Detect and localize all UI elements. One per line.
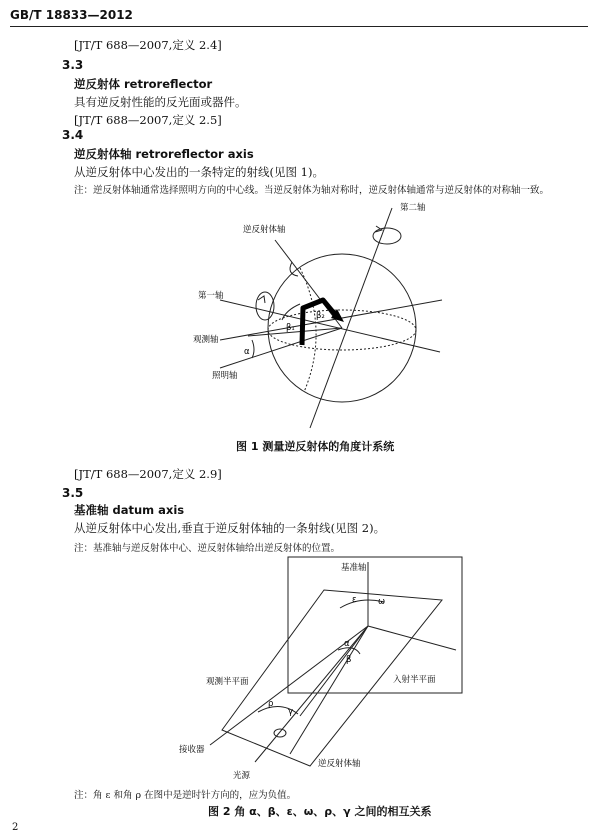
section-3-4-note: 注：逆反射体轴通常选择照明方向的中心线。当逆反射体为轴对称时，逆反射体轴通常与逆反射体的对称轴一致。: [74, 185, 550, 196]
section-3-5-number: 3.5: [62, 486, 84, 500]
page-number: 2: [12, 822, 19, 833]
section-3-3-definition: 具有逆反射性能的反光面或器件。: [74, 95, 247, 109]
reference-2: [JT/T 688—2007,定义 2.5]: [74, 113, 222, 127]
fig2-label-beta: β: [346, 655, 352, 665]
fig1-label-first-axis: 第一轴: [198, 291, 224, 301]
section-3-4-number: 3.4: [62, 128, 84, 142]
figure-1-caption: 图 1 测量逆反射体的角度计系统: [236, 440, 395, 453]
source-ray: [255, 626, 368, 762]
fig1-label-beta2: β₂: [316, 311, 325, 321]
section-3-4-definition: 从逆反射体中心发出的一条特定的射线(见图 1)。: [74, 165, 324, 179]
fig2-label-alpha: α: [344, 639, 350, 649]
fig2-label-datum-axis: 基准轴: [341, 563, 367, 573]
fig2-label-omega: ω: [378, 597, 386, 607]
standard-header: GB/T 18833—2012: [10, 8, 133, 22]
section-3-5-note: 注：基准轴与逆反射体中心、逆反射体轴给出逆反射体的位置。: [74, 543, 341, 554]
figure-2-caption: 图 2 角 α、β、ε、ω、ρ、γ 之间的相互关系: [208, 805, 432, 818]
fig1-label-illumination-axis: 照明轴: [212, 371, 238, 381]
section-3-4-term: 逆反射体轴 retroreflector axis: [74, 147, 254, 161]
reference-1: [JT/T 688—2007,定义 2.4]: [74, 38, 222, 52]
fig2-label-observation-half-plane: 观测半平面: [206, 677, 249, 687]
incidence-half-plane-rect: [288, 557, 462, 693]
fig1-label-alpha: α: [244, 347, 250, 357]
fig1-label-second-axis: 第二轴: [400, 203, 426, 213]
fig2-label-epsilon: ε: [352, 595, 357, 605]
reference-3: [JT/T 688—2007,定义 2.9]: [74, 467, 222, 481]
fig2-label-receiver: 接收器: [179, 745, 205, 755]
retro-axis-line-2: [290, 626, 368, 754]
fig2-label-incidence-half-plane: 入射半平面: [393, 675, 436, 685]
section-3-5-definition: 从逆反射体中心发出,垂直于逆反射体轴的一条射线(见图 2)。: [74, 521, 386, 535]
fig1-label-observation-axis: 观测轴: [193, 335, 219, 345]
section-3-5-term: 基准轴 datum axis: [74, 503, 185, 517]
fig2-label-light-source: 光源: [233, 771, 251, 781]
section-3-3-term: 逆反射体 retroreflector: [74, 77, 213, 91]
fig1-label-beta1: β₁: [286, 323, 295, 333]
fig2-label-gamma: γ: [288, 707, 294, 717]
fig2-label-rho: ρ: [268, 699, 274, 709]
fig1-label-retro-axis: 逆反射体轴: [243, 225, 286, 235]
section-3-3-number: 3.3: [62, 58, 84, 72]
fig2-label-retro-axis: 逆反射体轴: [318, 759, 361, 769]
figure-2-note: 注：角 ε 和角 ρ 在图中是逆时针方向的，应为负值。: [74, 790, 297, 801]
